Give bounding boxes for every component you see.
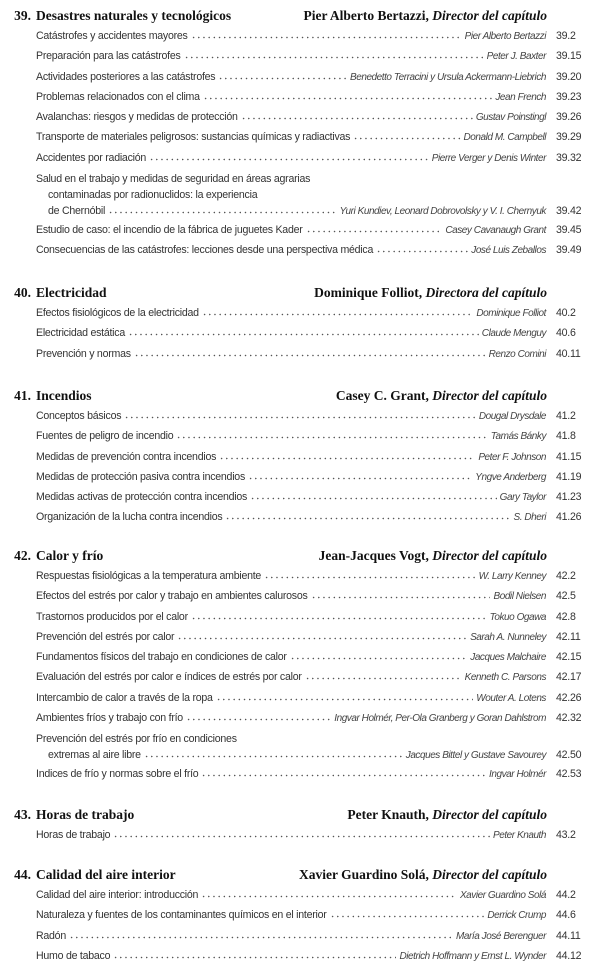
chapter-title: Incendios xyxy=(36,388,92,403)
entry-title: Accidentes por radiación xyxy=(36,151,147,164)
entry-author: Yuri Kundiev, Leonard Dobrovolsky y V. I. Chernyuk xyxy=(339,206,546,218)
director-role: Directora del capítulo xyxy=(425,285,547,300)
dot-leader xyxy=(184,49,484,59)
chapter-heading xyxy=(0,6,600,26)
entry-author: Ingvar Holmér, Per-Ola Granberg y Goran Dahlstrom xyxy=(334,713,546,725)
dot-leader xyxy=(201,767,486,777)
entry-page: 40.6 xyxy=(556,327,576,340)
toc-entry[interactable] xyxy=(36,566,596,586)
entry-page: 44.2 xyxy=(556,889,576,901)
dot-leader xyxy=(186,711,331,721)
entry-page: 39.15 xyxy=(556,50,582,63)
chapter-section xyxy=(0,6,600,261)
entry-page: 41.8 xyxy=(556,430,576,443)
toc-entry[interactable] xyxy=(36,747,596,764)
entry-title: Humo de tabaco xyxy=(36,949,111,962)
entry-title: Calidad del aire interior: introducción xyxy=(36,889,199,901)
entry-title: Consecuencias de las catástrofes: lecciones desde una perspectiva médica xyxy=(36,244,374,257)
toc-entry[interactable] xyxy=(36,885,596,905)
toc-entry[interactable] xyxy=(36,586,596,606)
chapter-number: 44. xyxy=(14,867,31,882)
dot-leader xyxy=(376,243,468,253)
dot-leader xyxy=(108,204,337,214)
director-name: Pier Alberto Bertazzi, xyxy=(303,8,429,23)
entry-list xyxy=(36,26,596,261)
entry-author: Xavier Guardino Solá xyxy=(459,890,546,901)
dot-leader xyxy=(311,589,491,599)
chapter-number: 40. xyxy=(14,285,31,300)
chapter-director xyxy=(314,283,600,303)
chapter-title: Horas de trabajo xyxy=(36,807,135,822)
entry-title: extremas al aire libre xyxy=(48,749,141,762)
chapter-heading xyxy=(0,386,600,406)
director-role: Director del capítulo xyxy=(432,548,547,563)
entry-title: Organización de la lucha contra incendios xyxy=(36,511,223,524)
entry-list xyxy=(36,303,596,364)
entry-author: Gary Taylor xyxy=(499,492,546,504)
entry-author: Casey Cavanaugh Grant xyxy=(445,225,546,237)
entry-author: José Luis Zeballos xyxy=(471,245,546,257)
chapter-title: Calidad del aire interior xyxy=(36,867,176,882)
toc-entry[interactable] xyxy=(36,905,596,925)
toc-entry[interactable] xyxy=(36,487,596,507)
entry-page: 44.6 xyxy=(556,909,576,922)
toc-entry[interactable] xyxy=(36,203,596,220)
entry-title: Respuestas fisiológicas a la temperatura ambiente xyxy=(36,570,262,582)
toc-entry[interactable] xyxy=(36,467,596,487)
chapter-section xyxy=(0,865,600,966)
entry-title: Efectos fisiológicos de la electricidad xyxy=(36,307,199,319)
entry-title: Trastornos producidos por el calor xyxy=(36,610,188,623)
entry-title-line: contaminadas por radionuclidos: la experiencia xyxy=(48,189,258,202)
entry-author: Tamás Bánky xyxy=(490,431,546,443)
entry-page: 42.53 xyxy=(556,768,582,781)
entry-author: Peter J. Baxter xyxy=(486,51,546,63)
entry-page: 39.29 xyxy=(556,131,582,144)
chapter-number: 43. xyxy=(14,807,31,822)
toc-entry[interactable] xyxy=(36,46,596,66)
chapter-number: 42. xyxy=(14,548,31,563)
entry-page: 39.2 xyxy=(556,30,576,42)
entry-page: 42.5 xyxy=(556,590,576,603)
entry-page: 42.50 xyxy=(556,749,582,762)
entry-title: Preparación para las catástrofes xyxy=(36,50,181,63)
entry-title: Medidas de protección pasiva contra incendios xyxy=(36,470,245,483)
chapter-title: Calor y frío xyxy=(36,548,104,563)
chapter-heading xyxy=(0,805,600,825)
toc-entry[interactable] xyxy=(36,688,596,708)
chapter-director xyxy=(299,865,600,885)
entry-title: Estudio de caso: el incendio de la fábrica de juguetes Kader xyxy=(36,224,303,237)
toc-entry[interactable] xyxy=(36,926,596,946)
chapter-number: 41. xyxy=(14,388,31,403)
dot-leader xyxy=(124,409,476,419)
director-role: Director del capítulo xyxy=(432,388,547,403)
toc-entry[interactable] xyxy=(36,87,596,107)
dot-leader xyxy=(202,306,474,316)
entry-author: Ingvar Holmér xyxy=(489,769,546,781)
chapter-heading xyxy=(0,865,600,885)
director-name: Jean-Jacques Vogt, xyxy=(318,548,429,563)
dot-leader xyxy=(290,650,468,660)
entry-list xyxy=(36,825,596,845)
chapter-title: Electricidad xyxy=(36,285,107,300)
toc-entry[interactable] xyxy=(36,627,596,647)
entry-author: Tokuo Ogawa xyxy=(489,611,546,623)
entry-author: Wouter A. Lotens xyxy=(476,692,546,704)
entry-author: Derrick Crump xyxy=(487,910,546,922)
dot-leader xyxy=(176,429,487,439)
entry-author: Dietrich Hoffmann y Ernst L. Wynder xyxy=(399,950,546,962)
toc-entry[interactable] xyxy=(36,825,596,845)
director-role: Director del capítulo xyxy=(432,867,547,882)
dot-leader xyxy=(128,326,479,336)
entry-title: Prevención del estrés por calor xyxy=(36,630,175,643)
entry-title: Evaluación del estrés por calor e índices de estrés por calor xyxy=(36,671,302,684)
toc-entry[interactable] xyxy=(36,708,596,728)
chapter-section xyxy=(0,283,600,364)
entry-author: Pier Alberto Bertazzi xyxy=(464,31,546,42)
chapter-heading xyxy=(0,546,600,566)
dot-leader xyxy=(250,490,497,500)
entry-author: Claude Menguy xyxy=(481,328,546,340)
entry-page: 39.26 xyxy=(556,111,582,124)
chapter-director xyxy=(347,805,600,825)
entry-title: Horas de trabajo xyxy=(36,829,111,841)
director-role: Director del capítulo xyxy=(432,807,547,822)
entry-author: Sarah A. Nunneley xyxy=(470,631,546,643)
entry-title-line: Prevención del estrés por frío en condiciones xyxy=(36,733,237,746)
entry-author: Dougal Drysdale xyxy=(478,411,546,422)
chapter-director xyxy=(336,386,600,406)
entry-title: Fuentes de peligro de incendio xyxy=(36,430,174,443)
chapter-heading xyxy=(0,283,600,303)
chapter-section xyxy=(0,386,600,528)
dot-leader xyxy=(353,130,460,140)
entry-page: 39.45 xyxy=(556,224,582,237)
entry-page: 41.2 xyxy=(556,410,576,422)
toc-entry[interactable] xyxy=(36,67,596,87)
entry-author: S. Dheri xyxy=(513,512,546,524)
entry-title: Catástrofes y accidentes mayores xyxy=(36,30,188,42)
entry-title: de Chernóbil xyxy=(48,205,106,218)
director-name: Peter Knauth, xyxy=(347,807,429,822)
dot-leader xyxy=(149,151,429,161)
entry-page: 42.8 xyxy=(556,610,576,623)
toc-entry[interactable] xyxy=(36,323,596,343)
entry-page: 42.17 xyxy=(556,671,582,684)
toc-entry[interactable] xyxy=(36,220,596,240)
dot-leader xyxy=(306,223,443,233)
entry-page: 44.12 xyxy=(556,949,582,962)
entry-title: Efectos del estrés por calor y trabajo en ambientes calurosos xyxy=(36,590,308,603)
dot-leader xyxy=(69,929,453,939)
toc-entry[interactable] xyxy=(36,426,596,446)
chapter-director xyxy=(304,6,600,26)
chapter-director xyxy=(319,546,600,566)
entry-title: Electricidad estática xyxy=(36,327,125,340)
entry-author: Jean French xyxy=(495,91,546,103)
dot-leader xyxy=(191,29,462,39)
dot-leader xyxy=(201,888,457,898)
entry-author: Kenneth C. Parsons xyxy=(464,672,546,684)
entry-page: 42.26 xyxy=(556,691,582,704)
entry-page: 41.26 xyxy=(556,511,582,524)
entry-title: Fundamentos físicos del trabajo en condiciones de calor xyxy=(36,651,287,664)
toc-entry-multiline[interactable] xyxy=(36,728,596,764)
dot-leader xyxy=(241,110,473,120)
director-name: Dominique Folliot, xyxy=(314,285,423,300)
dot-leader xyxy=(225,510,510,520)
entry-author: W. Larry Kenney xyxy=(478,571,546,582)
entry-list xyxy=(36,406,596,528)
chapter-section xyxy=(0,546,600,785)
dot-leader xyxy=(177,630,467,640)
toc-entry[interactable] xyxy=(36,344,596,364)
entry-title: Naturaleza y fuentes de los contaminantes químicos en el interior xyxy=(36,909,327,922)
dot-leader xyxy=(264,569,476,579)
entry-page: 41.23 xyxy=(556,491,582,504)
entry-page: 42.2 xyxy=(556,570,576,582)
entry-author: Jacques Bittel y Gustave Savourey xyxy=(405,750,546,762)
dot-leader xyxy=(113,828,490,838)
entry-author: Dominique Folliot xyxy=(476,308,546,319)
entry-page: 39.23 xyxy=(556,90,582,103)
toc-entry-multiline[interactable] xyxy=(36,168,596,220)
entry-page: 42.32 xyxy=(556,712,582,725)
toc-entry[interactable] xyxy=(36,148,596,168)
entry-title: Actividades posteriores a las catástrofes xyxy=(36,70,216,83)
dot-leader xyxy=(191,610,487,620)
entry-title: Ambientes fríos y trabajo con frío xyxy=(36,712,183,725)
toc-entry[interactable] xyxy=(36,607,596,627)
entry-author: María José Berenguer xyxy=(456,930,546,942)
entry-author: Peter Knauth xyxy=(493,830,546,841)
entry-page: 42.11 xyxy=(556,630,581,643)
toc-entry[interactable] xyxy=(36,647,596,667)
entry-title: Conceptos básicos xyxy=(36,410,122,422)
entry-title: Medidas activas de protección contra incendios xyxy=(36,491,248,504)
dot-leader xyxy=(330,908,485,918)
entry-page: 44.11 xyxy=(556,929,581,942)
dot-leader xyxy=(113,949,396,959)
entry-author: Bodil Nielsen xyxy=(493,591,546,603)
entry-title: Medidas de prevención contra incendios xyxy=(36,450,217,463)
entry-title-line: Salud en el trabajo y medidas de seguridad en áreas agrarias xyxy=(36,173,311,186)
entry-page: 43.2 xyxy=(556,829,576,841)
entry-title: Indices de frío y normas sobre el frío xyxy=(36,768,199,781)
entry-author: Benedetto Terracini y Ursula Ackermann-Liebrich xyxy=(350,71,546,83)
entry-author: Jacques Malchaire xyxy=(470,652,546,664)
entry-author: Renzo Comini xyxy=(488,348,546,360)
entry-page: 39.42 xyxy=(556,205,582,218)
entry-page: 41.19 xyxy=(556,470,582,483)
entry-author: Pierre Verger y Denis Winter xyxy=(431,152,546,164)
toc-entry[interactable] xyxy=(36,127,596,147)
entry-page: 39.32 xyxy=(556,151,582,164)
entry-list xyxy=(36,885,596,966)
dot-leader xyxy=(218,70,347,80)
chapter-number: 39. xyxy=(14,8,31,23)
entry-page: 39.20 xyxy=(556,70,582,83)
dot-leader xyxy=(219,450,475,460)
chapter-title: Desastres naturales y tecnológicos xyxy=(36,8,232,23)
dot-leader xyxy=(203,90,493,100)
chapter-section xyxy=(0,805,600,845)
entry-list xyxy=(36,566,596,785)
toc-entry[interactable] xyxy=(36,406,596,426)
entry-title: Intercambio de calor a través de la ropa xyxy=(36,691,213,704)
toc-entry[interactable] xyxy=(36,946,596,966)
entry-author: Yngve Anderberg xyxy=(475,471,546,483)
entry-author: Gustav Poinstingl xyxy=(475,112,546,124)
dot-leader xyxy=(134,347,486,357)
director-role: Director del capítulo xyxy=(432,8,547,23)
dot-leader xyxy=(216,691,474,701)
toc-entry[interactable] xyxy=(36,667,596,687)
toc-entry[interactable] xyxy=(36,107,596,127)
entry-title: Avalanchas: riesgos y medidas de protección xyxy=(36,111,238,124)
entry-title: Problemas relacionados con el clima xyxy=(36,90,200,103)
entry-title: Transporte de materiales peligrosos: sustancias químicas y radiactivas xyxy=(36,131,351,144)
director-name: Casey C. Grant, xyxy=(335,388,429,403)
toc-entry[interactable] xyxy=(36,507,596,527)
entry-author: Peter F. Johnson xyxy=(478,451,546,463)
toc-entry[interactable] xyxy=(36,26,596,46)
entry-page: 41.15 xyxy=(556,450,582,463)
entry-page: 42.15 xyxy=(556,651,582,664)
toc-entry[interactable] xyxy=(36,240,596,260)
entry-title: Prevención y normas xyxy=(36,347,131,360)
toc-entry[interactable] xyxy=(36,764,596,784)
toc-entry[interactable] xyxy=(36,447,596,467)
director-name: Xavier Guardino Solá, xyxy=(298,867,429,882)
entry-author: Donald M. Campbell xyxy=(463,132,546,144)
dot-leader xyxy=(305,670,462,680)
entry-page: 40.2 xyxy=(556,307,576,319)
entry-page: 40.11 xyxy=(556,347,581,360)
dot-leader xyxy=(248,470,472,480)
toc-entry[interactable] xyxy=(36,303,596,323)
entry-title: Radón xyxy=(36,929,66,942)
dot-leader xyxy=(144,748,403,758)
entry-page: 39.49 xyxy=(556,244,582,257)
